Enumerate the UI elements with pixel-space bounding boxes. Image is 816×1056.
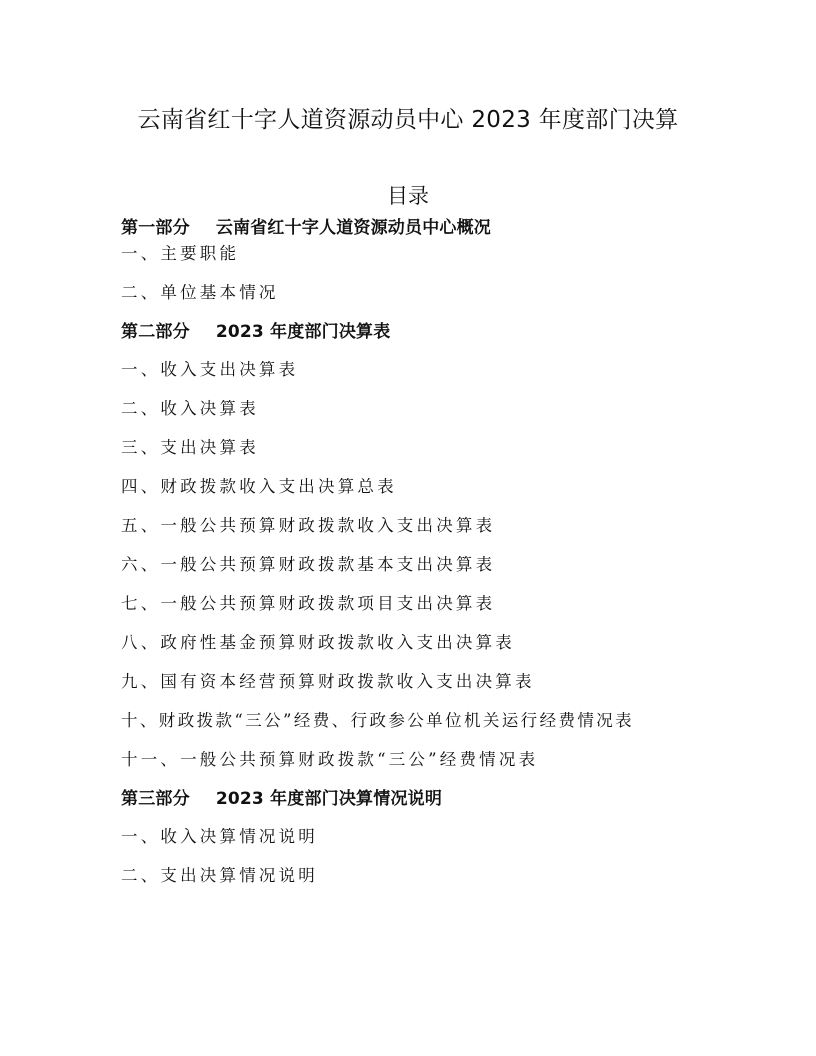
toc-item: 一、收入支出决算表 [121,360,299,379]
toc-part-2 [121,320,390,344]
toc-item: 九、国有资本经营预算财政拨款收入支出决算表 [121,672,535,691]
toc-item: 二、收入决算表 [121,399,259,418]
toc-item: 八、政府性基金预算财政拨款收入支出决算表 [121,633,515,652]
toc-part-1 [121,216,491,240]
toc-item: 六、一般公共预算财政拨款基本支出决算表 [121,555,496,574]
toc-item: 七、一般公共预算财政拨款项目支出决算表 [121,594,496,613]
toc-item: 二、单位基本情况 [121,283,279,302]
toc-item: 十一、一般公共预算财政拨款“三公”经费情况表 [121,750,539,769]
toc-item: 四、财政拨款收入支出决算总表 [121,477,397,496]
toc-part-title: 云南省红十字人道资源动员中心概况 [215,218,492,238]
toc-item: 十、财政拨款“三公”经费、行政参公单位机关运行经费情况表 [121,711,635,730]
document-title: 云南省红十字人道资源动员中心 2023 年度部门决算 [137,107,679,133]
toc-item: 二、支出决算情况说明 [121,866,318,885]
toc-part-label: 第三部分 [121,789,190,809]
toc-item: 五、一般公共预算财政拨款收入支出决算表 [121,516,496,535]
toc-part-3 [121,787,442,811]
toc-part-title: 2023 年度部门决算表 [215,322,391,342]
toc-heading: 目录 [387,184,429,208]
toc-part-title: 2023 年度部门决算情况说明 [215,789,443,809]
toc-item: 三、支出决算表 [121,438,259,457]
toc-part-label: 第一部分 [121,218,190,238]
toc-part-label: 第二部分 [121,322,190,342]
toc-item: 一、收入决算情况说明 [121,827,318,846]
toc-item: 一、主要职能 [121,244,240,263]
